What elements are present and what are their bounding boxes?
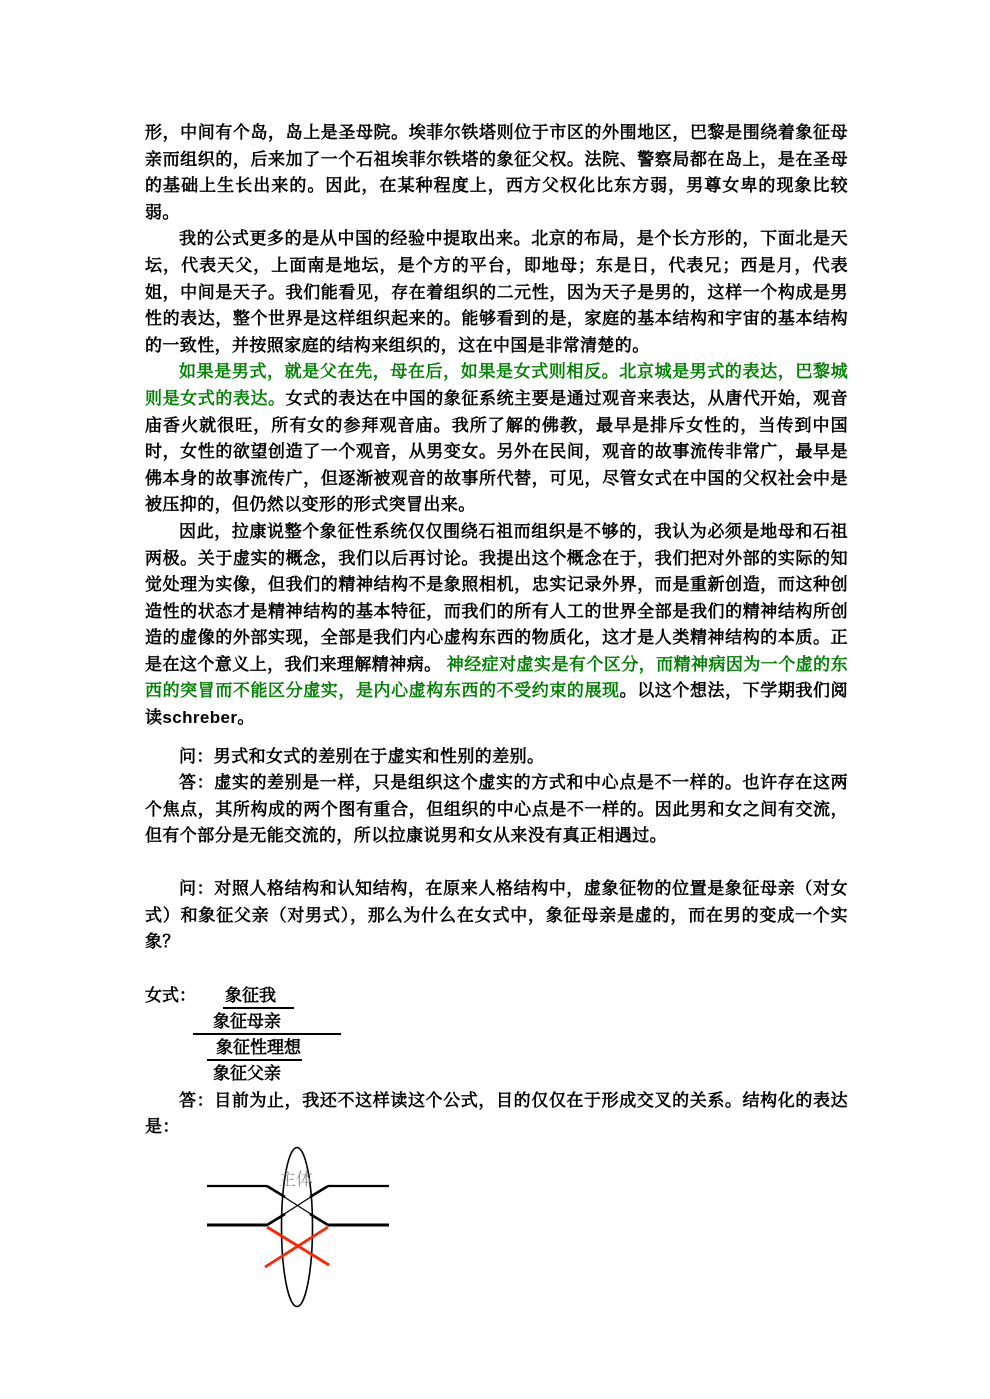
spacer — [145, 850, 848, 876]
spacer — [145, 956, 848, 984]
paragraph-lacan-symbolic-system — [145, 519, 848, 732]
answer-text: 答：目前为止，我还不这样读这个公式，目的仅仅在于形成交叉的关系。结构化的表达是： — [145, 1090, 848, 1137]
paragraph-text: 女式的表达在中国的象征系统主要是通过观音来表达，从唐代开始，观音庙香火就很旺，所有女的参拜观音庙。我所了解的佛教，最早是排斥女性的，当传到中国时，女性的欲望创造了一个观音，从男变女。另外在民间，观音的故事流传非常广，最早是佛本身的故事流传广，但逐渐被观音的故事所代替，可见，尽管女式在中国的父权社会中是被压抑的，但仍然以变形的形式突冒出来。 — [145, 388, 848, 515]
formula-term-symbolic-ego: 象征我 — [223, 985, 294, 1009]
formula-row-sexual-ideal — [145, 1036, 848, 1062]
answer-1 — [145, 770, 848, 850]
highlighted-text: 神经症对虚实是有个区分，而精神病因为一个虚的东西的突冒而不能区分虚实，是内心虚构东西的不受约束的展现 — [145, 654, 848, 701]
question-1 — [145, 744, 848, 771]
subject-label: 主体 — [279, 1170, 313, 1189]
answer-text: 答：虚实的差别是一样，只是组织这个虚实的方式和中心点是不一样的。也许存在这两个焦点，其所构成的两个图有重合，但组织的中心点是不一样的。因此男和女之间有交流，但有个部分是无能交流的，所以拉康说男和女从来没有真正相遇过。 — [145, 773, 848, 846]
formula-row-father — [145, 1062, 848, 1088]
formula-row-mother — [145, 1010, 848, 1036]
question-text: 问：男式和女式的差别在于虚实和性别的差别。 — [179, 746, 545, 766]
paragraph-text: 我的公式更多的是从中国的经验中提取出来。北京的布局，是个长方形的，下面北是天坛，代表天父，上面南是地坛，是个方的平台，即地母；东是日，代表兄；西是月，代表姐，中间是天子。我们能看见，存在着组织的二元性，因为天子是男的，这样一个构成是男性的表达，整个世界是这样组织起来的。能够看到的是，家庭的基本结构和宇宙的基本结构的一致性，并按照家庭的结构来组织的，这在中国是非常清楚的。 — [145, 229, 848, 355]
question-text: 问：对照人格结构和认知结构，在原来人格结构中，虚象征物的位置是象征母亲（对女式）和象征父亲（对男式），那么为什么在女式中，象征母亲是虚的，而在男的变成一个实象？ — [145, 879, 848, 952]
answer-2 — [145, 1088, 848, 1141]
formula-row-ego — [145, 984, 848, 1010]
question-2 — [145, 876, 848, 956]
paragraph-paris-continued — [145, 120, 848, 226]
spacer — [145, 732, 848, 744]
formula-term-symbolic-ideal: 象征性理想 — [207, 1037, 302, 1061]
structure-diagram-area — [145, 1143, 848, 1323]
highlighted-text: 如果是男式，就是父在先，母在后，如果是女式则相反。北京城是男式的表达，巴黎城则是女式的表达。 — [145, 362, 848, 408]
paragraph-text: 因此，拉康说整个象征性系统仅仅围绕石祖而组织是不够的，我认为必须是地母和石祖两极。关于虚实的概念，我们以后再讨论。我提出这个概念在于，我们把对外部的实际的知觉处理为实像，但我们的精神结构不是象照相机，忠实记录外界，而是重新创造，而这种创造性的状态才是精神结构的基本特征，而我们的所有人工的世界全部是我们的精神结构所创造的虚像的外部实现，全部是我们内心虚构东西的物质化，这才是人类精神结构的本质。正是在这个意义上，我们来理解精神病。 — [145, 521, 848, 674]
formula-term-symbolic-father: 象征父亲 — [213, 1063, 281, 1083]
formula-term-symbolic-mother: 象征母亲 — [193, 1011, 341, 1035]
formula-label: 女式： — [145, 985, 196, 1005]
paragraph-text: 形，中间有个岛，岛上是圣母院。埃菲尔铁塔则位于市区的外围地区，巴黎是围绕着象征母亲而组织的，后来加了一个石祖埃菲尔铁塔的象征父权。法院、警察局都在岛上，是在圣母的基础上生长出来的。因此，在某种程度上，西方父权化比东方弱，男尊女卑的现象比较弱。 — [145, 123, 848, 222]
paragraph-beijing-layout — [145, 226, 848, 359]
paragraph-text: 。以这个想法，下学期我们阅读schreber。 — [145, 681, 848, 728]
female-formula-block — [145, 984, 848, 1088]
paragraph-male-female-expression — [145, 359, 848, 519]
structure-diagram — [207, 1143, 407, 1318]
